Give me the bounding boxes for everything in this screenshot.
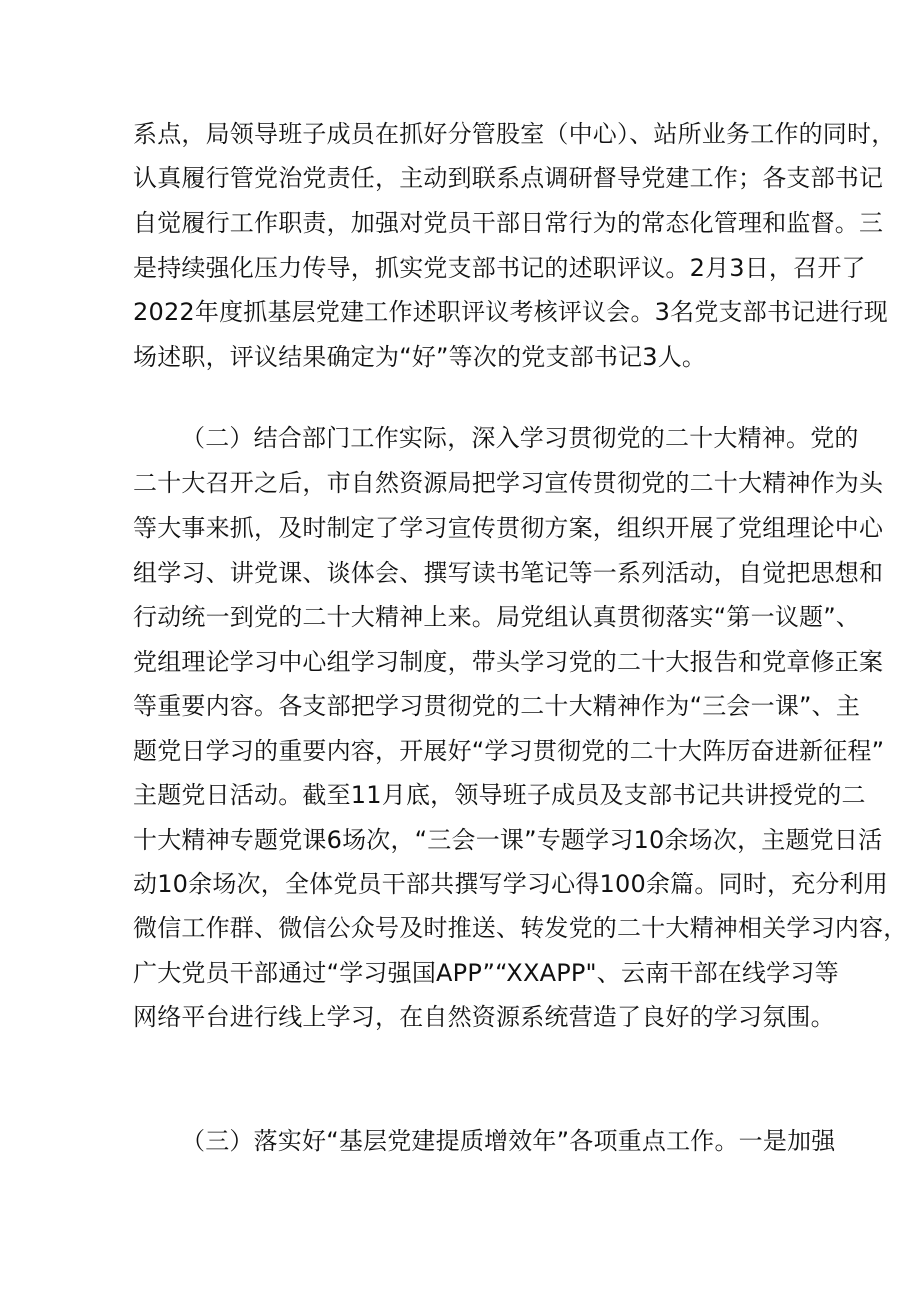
text-line: 2022年度抓基层党建工作述职评议考核评议会。3名党支部书记进行现 [133, 298, 888, 326]
text-line: 十大精神专题党课6场次，“三会一课”专题学习10余场次，主题党日活 [133, 826, 883, 854]
text-line: 是持续强化压力传导，抓实党支部书记的述职评议。2月3日，召开了 [133, 254, 866, 282]
text-line: 等重要内容。各支部把学习贯彻党的二十大精神作为“三会一课”、主 [133, 692, 861, 720]
text-line: 系点，局领导班子成员在抓好分管股室（中心）、站所业务工作的同时， [133, 120, 896, 148]
text-line: 认真履行管党治党责任，主动到联系点调研督导党建工作；各支部书记 [133, 164, 884, 192]
text-line: 广大党员干部通过“学习强国APP”“XXAPP"、云南干部在线学习等 [133, 959, 839, 987]
text-line: 主题党日活动。截至11月底，领导班子成员及支部书记共讲授党的二 [133, 781, 866, 809]
paragraph-heading-line: （三）落实好“基层党建提质增效年”各项重点工作。一是加强 [181, 1127, 836, 1155]
text-line: 网络平台进行线上学习，在自然资源系统营造了良好的学习氛围。 [133, 1003, 835, 1031]
text-line: 组学习、讲党课、谈体会、撰写读书笔记等一系列活动，自觉把思想和 [133, 559, 884, 587]
text-line: 自觉履行工作职责，加强对党员干部日常行为的常态化管理和监督。三 [133, 209, 884, 237]
text-line: 场述职，评议结果确定为“好”等次的党支部书记3人。 [133, 343, 707, 371]
text-line: 微信工作群、微信公众号及时推送、转发党的二十大精神相关学习内容， [133, 914, 908, 942]
paragraph-heading-line: （二）结合部门工作实际，深入学习贯彻党的二十大精神。党的 [181, 424, 859, 452]
text-line: 题党日学习的重要内容，开展好“学习贯彻党的二十大阵厉奋进新征程” [133, 737, 885, 765]
text-line: 党组理论学习中心组学习制度，带头学习党的二十大报告和党章修正案 [133, 648, 884, 676]
text-line: 动10余场次，全体党员干部共撰写学习心得100余篇。同时，充分利用 [133, 870, 888, 898]
text-line: 二十大召开之后，市自然资源局把学习宣传贯彻党的二十大精神作为头 [133, 469, 884, 497]
text-line: 等大事来抓，及时制定了学习宣传贯彻方案，组织开展了党组理论中心 [133, 514, 884, 542]
text-line: 行动统一到党的二十大精神上来。局党组认真贯彻落实“第一议题”、 [133, 603, 861, 631]
